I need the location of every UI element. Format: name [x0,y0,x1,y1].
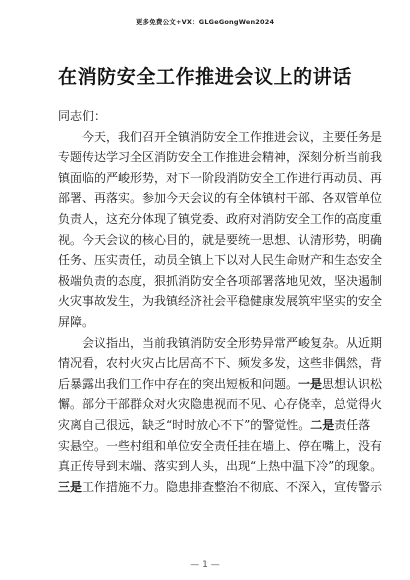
text-line: 今天，我们召开全镇消防安全工作推进会议，主要任务是 [82,129,383,144]
page-number: — 1 — [190,560,220,570]
text-line: 火灾事故发生，为我镇经济社会平稳健康发展筑牢坚实的安全 [58,294,383,309]
text-line: 视。今天会议的核心目的，就是要统一思想、认清形势，明确 [58,232,383,247]
bold-marker: 二是 [310,417,335,432]
text-line: 专题传达学习全区消防安全工作推进会精神，深刻分析当前我 [58,150,383,165]
text-line: 真正传导到末端、落实到人头，出现“上热中温下冷”的现象。 [58,459,383,474]
text-line: 部署、再落实。参加今天会议的有全体镇村干部、各双管单位 [58,191,383,206]
text-line: 任务、压实责任，动员全镇上下以对人民生命财产和生态安全 [58,253,383,268]
text-line: 负责人，这充分体现了镇党委、政府对消防安全工作的高度重 [58,211,383,226]
text-line [58,415,371,436]
text-line: 懈。部分干部群众对火灾隐患视而不见、心存侥幸，总觉得火 [58,397,383,412]
text-line: 极端负责的态度，狠抓消防安全各项部署落地见效，坚决遏制 [58,273,383,288]
text-run: 后暴露出我们工作中存在的突出短板和问题。 [58,376,299,391]
salutation: 同志们： [58,109,107,123]
text-run: 思想认识松 [322,376,383,391]
text-line: 会议指出，当前我镇消防安全形势异常严峻复杂。从近期 [82,335,383,350]
text-line: 屏障。 [58,314,95,329]
text-run: 工作措施不力。隐患排查整治不彻底、不深入，宣传警示 [82,479,383,494]
document-body [58,106,383,497]
text-run: 灾离自己很远，缺乏“时时放心不下”的警觉性。 [58,417,311,432]
paragraph-1 [58,127,383,333]
bold-marker: 一是 [298,376,323,391]
text-line [58,374,383,395]
bold-marker: 三是 [58,479,83,494]
text-run: 责任落 [334,417,371,432]
promo-banner: 更多免费公文+VX：GLGeGongWen2024 [135,18,275,26]
text-line: 情况看，农村火灾占比居高不下、频发多发，这些非偶然，背 [58,356,383,371]
document-title: 在消防安全工作推进会议上的讲话 [57,66,352,88]
text-line: 镇面临的严峻形势，对下一阶段消防安全工作进行再动员、再 [58,170,383,185]
paragraph-2 [58,333,383,498]
text-line [58,477,383,498]
text-line: 实悬空。一些村组和单位安全责任挂在墙上、停在嘴上，没有 [58,438,383,453]
